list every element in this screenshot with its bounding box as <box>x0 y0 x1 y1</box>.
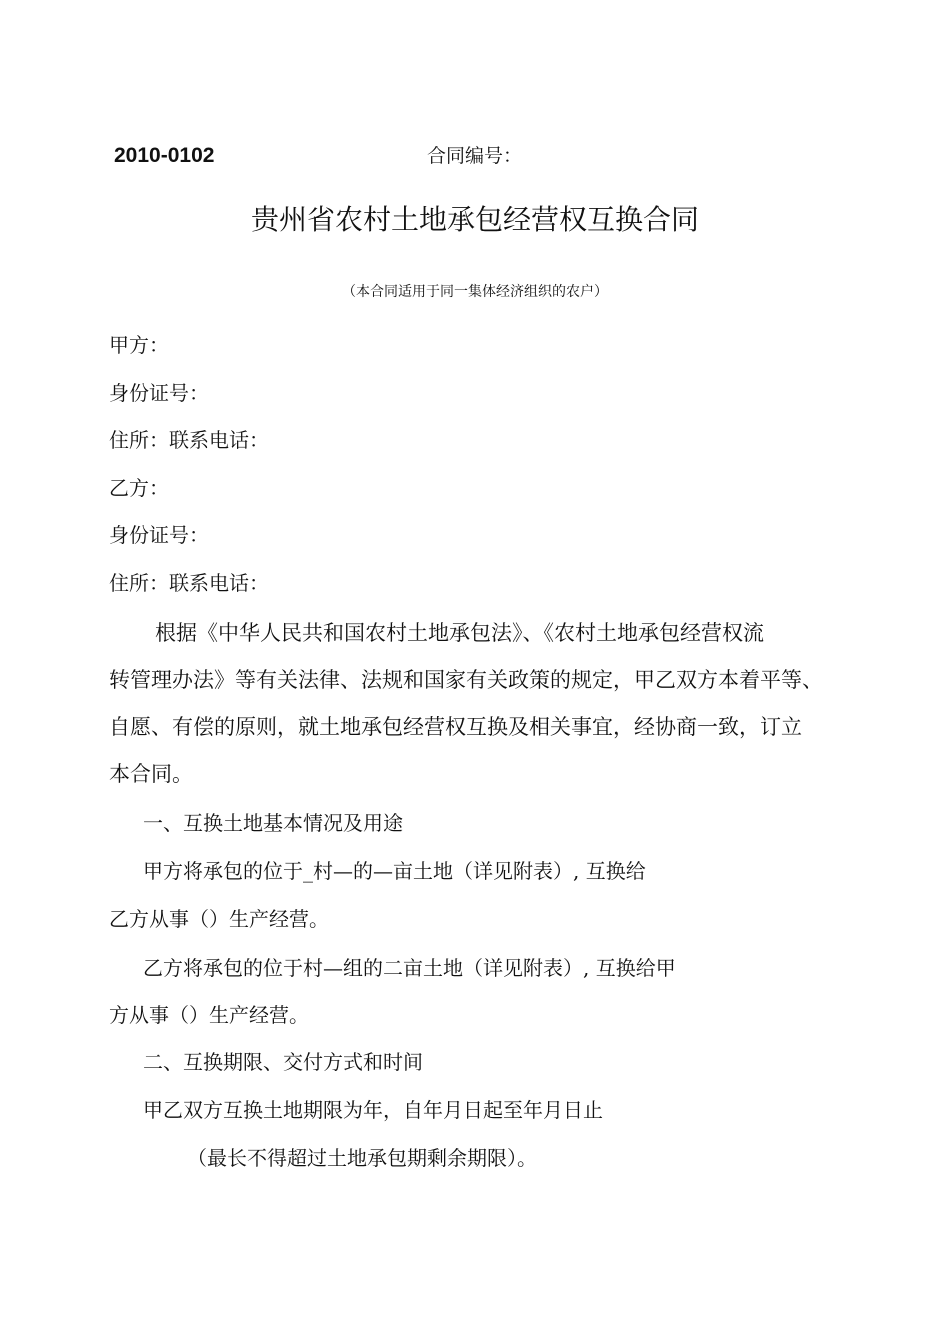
section-1-party-b-line-2: 方从事（）生产经营。 <box>109 1003 309 1027</box>
section-1-heading: 一、互换土地基本情况及用途 <box>143 811 403 835</box>
section-1-party-a-line-1: 甲方将承包的位于_村—的—亩土地（详见附表）, 互换给 <box>143 859 646 883</box>
contract-code: 2010-0102 <box>114 144 215 167</box>
section-2-line-2: （最长不得超过土地承包期剩余期限）。 <box>187 1146 537 1170</box>
document-subtitle: （本合同适用于同一集体经济组织的农户） <box>342 284 608 300</box>
party-a-label: 甲方： <box>109 333 169 357</box>
party-b-label: 乙方： <box>109 476 169 500</box>
party-a-address-label: 住所：联系电话： <box>109 428 269 452</box>
section-1-party-b-line-1: 乙方将承包的位于村—组的二亩土地（详见附表）, 互换给甲 <box>143 956 676 980</box>
preamble-line-4: 本合同。 <box>109 762 193 786</box>
party-b-id-label: 身份证号： <box>109 523 209 547</box>
document-title: 贵州省农村土地承包经营权互换合同 <box>250 203 699 236</box>
section-2-line-1: 甲乙双方互换土地期限为年，自年月日起至年月日止 <box>143 1098 603 1122</box>
section-2-heading: 二、互换期限、交付方式和时间 <box>143 1050 423 1074</box>
contract-number-label: 合同编号： <box>427 145 523 167</box>
section-1-party-a-line-2: 乙方从事（）生产经营。 <box>109 907 329 931</box>
preamble-line-3: 自愿、有偿的原则，就土地承包经营权互换及相关事宜，经协商一致，订立 <box>109 715 802 739</box>
party-b-address-label: 住所：联系电话： <box>109 571 269 595</box>
preamble-line-2: 转管理办法》等有关法律、法规和国家有关政策的规定，甲乙双方本着平等、 <box>109 668 823 692</box>
preamble-line-1: 根据《中华人民共和国农村土地承包法》、《农村土地承包经营权流 <box>155 621 764 645</box>
party-a-id-label: 身份证号： <box>109 381 209 405</box>
